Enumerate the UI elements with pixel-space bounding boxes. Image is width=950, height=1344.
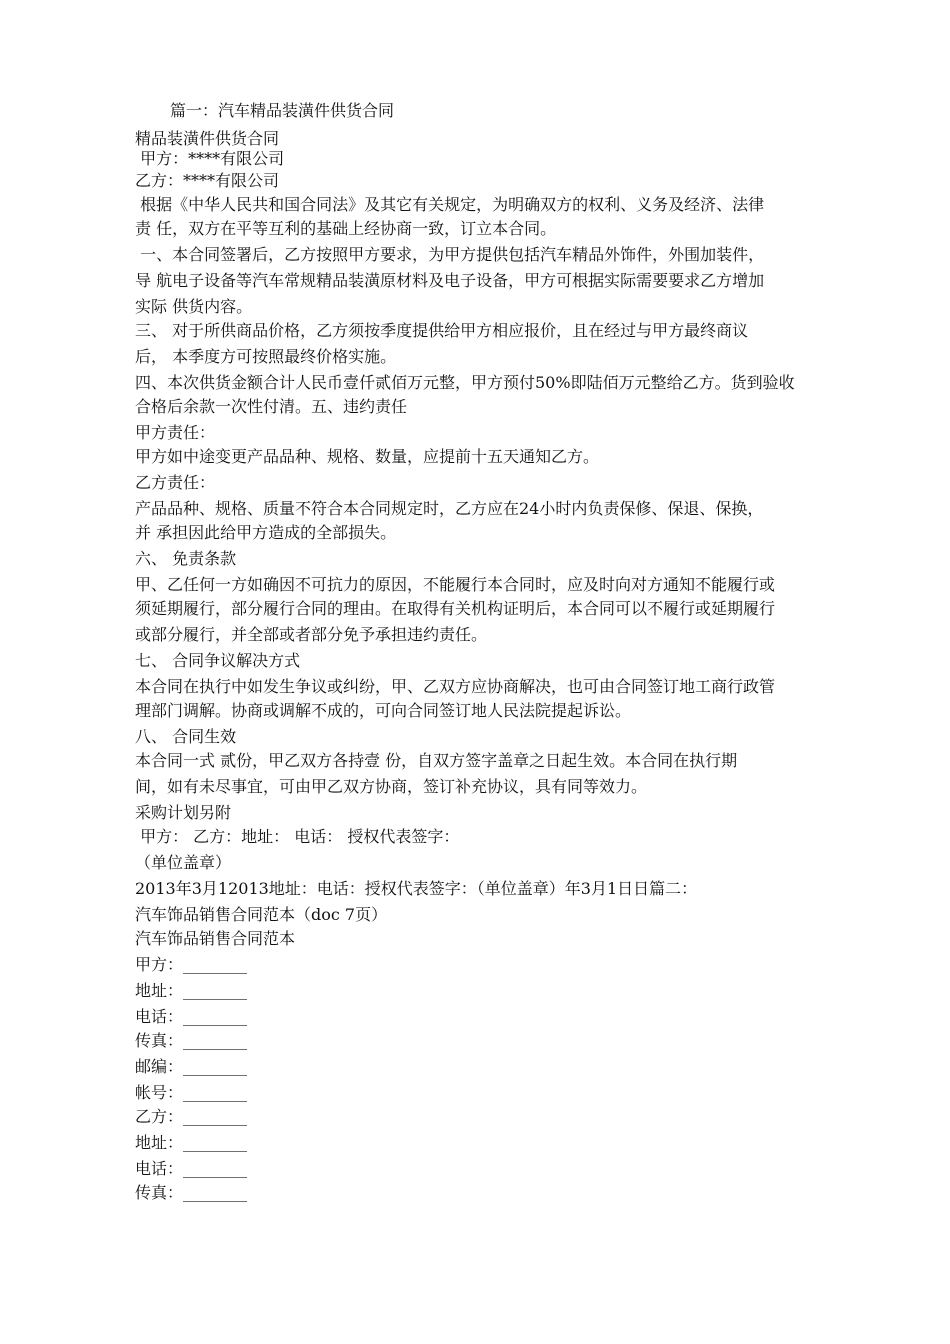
body-line: 本合同在执行中如发生争议或纠纷，甲、乙双方应协商解决，也可由合同签订地工商行政管: [135, 677, 776, 696]
form-field-phone: 电话：________: [135, 1159, 248, 1178]
body-line: 间，如有未尽事宜，可由甲乙双方协商，签订补充协议，具有同等效力。: [135, 777, 648, 796]
attachment-note: 采购计划另附: [135, 803, 232, 822]
clause-seven: 七、 合同争议解决方式: [135, 651, 301, 670]
body-line: 甲、乙任何一方如确因不可抗力的原因，不能履行本合同时，应及时向对方通知不能履行或: [135, 575, 776, 594]
clause-six: 六、 免责条款: [135, 549, 237, 568]
body-line: 实际 供货内容。: [135, 297, 253, 316]
body-line: 产品品种、规格、质量不符合本合同规定时，乙方应在24小时内负责保修、保退、保换，: [135, 499, 764, 518]
seal-line: （单位盖章）: [135, 853, 232, 872]
form-field-fax: 传真：________: [135, 1031, 248, 1050]
body-line: 须延期履行，部分履行合同的理由。在取得有关机构证明后，本合同可以不履行或延期履行: [135, 599, 776, 618]
form-field-phone: 电话：________: [135, 1007, 248, 1026]
clause-eight: 八、 合同生效: [135, 727, 237, 746]
form-field-address: 地址：________: [135, 981, 248, 1000]
form-field-party-a: 甲方：________: [135, 955, 248, 974]
party-a-duty-heading: 甲方责任：: [135, 423, 216, 442]
contract-title: 精品装潢件供货合同: [135, 129, 280, 148]
date-line: 2013年3月12013地址：电话：授权代表签字：（单位盖章）年3月1日日篇二：: [135, 879, 698, 898]
body-line: 根据《中华人民共和国合同法》及其它有关规定，为明确双方的权利、义务及经济、法律: [135, 195, 765, 214]
body-line: 并 承担因此给甲方造成的全部损失。: [135, 523, 397, 542]
party-b-line: 乙方：****有限公司: [135, 171, 280, 190]
clause-four: 四、本次供货金额合计人民币壹仟贰佰万元整，甲方预付50%即陆佰万元整给乙方。货到验收: [135, 373, 795, 392]
party-a-line: 甲方：****有限公司: [135, 149, 285, 168]
second-title: 汽车饰品销售合同范本: [135, 929, 296, 948]
section-heading: 篇一：汽车精品装潢件供货合同: [170, 101, 395, 120]
body-line: 甲方如中途变更产品品种、规格、数量，应提前十五天通知乙方。: [135, 447, 600, 466]
form-field-postcode: 邮编：________: [135, 1057, 248, 1076]
body-line: 或部分履行，并全部或者部分免予承担违约责任。: [135, 625, 488, 644]
party-b-duty-heading: 乙方责任：: [135, 473, 216, 492]
form-field-party-b: 乙方：________: [135, 1107, 248, 1126]
body-line: 后， 本季度方可按照最终价格实施。: [135, 347, 397, 366]
form-field-fax: 传真：________: [135, 1183, 248, 1202]
second-heading: 汽车饰品销售合同范本（doc 7页）: [135, 905, 388, 924]
body-line: 合格后余款一次性付清。五、违约责任: [135, 397, 408, 416]
clause-three: 三、 对于所供商品价格，乙方须按季度提供给甲方相应报价，且在经过与甲方最终商议: [135, 321, 749, 340]
form-field-account: 帐号：________: [135, 1083, 248, 1102]
form-field-address: 地址：________: [135, 1133, 248, 1152]
signature-line: 甲方： 乙方：地址： 电话： 授权代表签字：: [135, 827, 460, 846]
body-line: 责 任，双方在平等互利的基础上经协商一致，订立本合同。: [135, 219, 557, 238]
body-line: 本合同一式 贰份，甲乙双方各持壹 份，自双方签字盖章之日起生效。本合同在执行期: [135, 751, 738, 770]
body-line: 一、本合同签署后，乙方按照甲方要求，为甲方提供包括汽车精品外饰件，外围加装件，: [135, 245, 765, 264]
body-line: 导 航电子设备等汽车常规精品装潢原材料及电子设备，甲方可根据实际需要要求乙方增加: [135, 271, 765, 290]
body-line: 理部门调解。协商或调解不成的，可向合同签订地人民法院提起诉讼。: [135, 701, 632, 720]
